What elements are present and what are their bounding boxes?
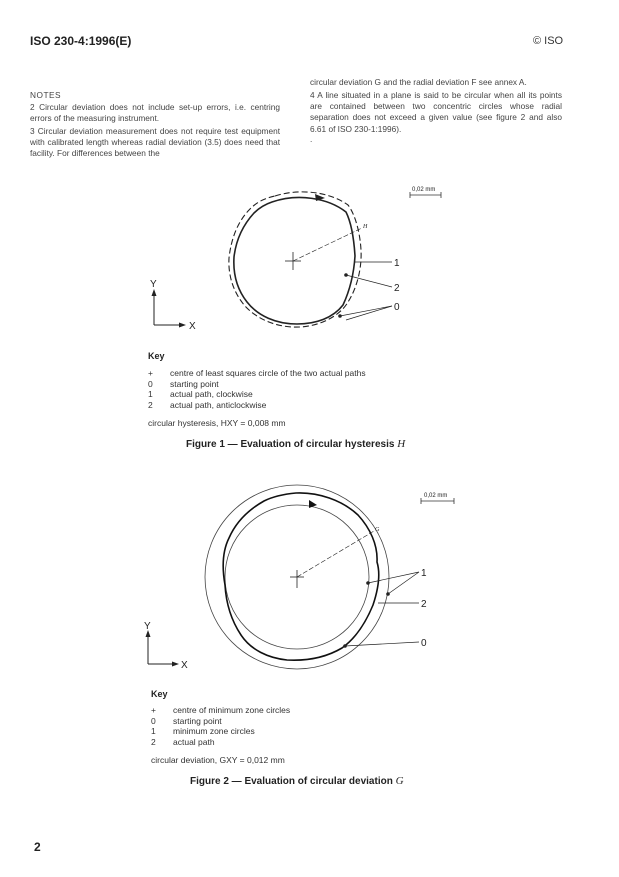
notes-heading: NOTES bbox=[30, 90, 62, 100]
page-number: 2 bbox=[34, 840, 41, 854]
fig2-g-dimension bbox=[297, 531, 374, 577]
note-2: 2 Circular deviation does not include set-up errors, i.e. centring errors of the measuring instrument. bbox=[30, 102, 280, 124]
fig1-callout-0: 0 bbox=[394, 302, 400, 313]
fig1-key-sym: + bbox=[148, 368, 153, 378]
fig1-key-sym: 0 bbox=[148, 378, 153, 389]
fig1-caption-text: Figure 1 — Evaluation of circular hysteresis bbox=[186, 439, 395, 450]
fig1-key-sym: 2 bbox=[148, 399, 153, 410]
fig2-caption bbox=[190, 775, 404, 787]
fig2-leader-0 bbox=[345, 642, 419, 646]
fig2-scale-label: 0,02 mm bbox=[424, 493, 448, 499]
fig1-key-text: starting point bbox=[170, 378, 219, 389]
fig2-callout-1: 1 bbox=[421, 568, 427, 579]
fig2-key-row bbox=[151, 705, 290, 716]
fig2-key-sym: + bbox=[151, 705, 156, 715]
fig1-caption-symbol: H bbox=[397, 438, 406, 450]
fig2-caption-symbol: G bbox=[395, 775, 404, 787]
fig2-axis-y-label: Y bbox=[144, 621, 151, 632]
fig2-key-row bbox=[151, 726, 290, 737]
fig2-label-g: G bbox=[375, 527, 380, 533]
fig2-key-text: actual path bbox=[173, 736, 215, 747]
fig2-key-row bbox=[151, 737, 290, 748]
fig1-axis-x-label: X bbox=[189, 321, 196, 332]
fig1-callout-1: 1 bbox=[394, 258, 400, 269]
fig1-callout-2: 2 bbox=[394, 283, 400, 294]
note-4: 4 A line situated in a plane is said to be circular when all its points are contained between two concentric circles whose radial separation does not exceed a given value (see figure 2 and also 6.61 of ISO 230-1:1996). bbox=[310, 90, 562, 134]
fig1-scale-label: 0,02 mm bbox=[412, 187, 436, 193]
fig1-key-text: actual path, anticlockwise bbox=[170, 399, 267, 410]
fig2-key-text: centre of minimum zone circles bbox=[173, 705, 291, 715]
standard-id: ISO 230-4:1996(E) bbox=[30, 34, 132, 48]
annex-reference: circular deviation G and the radial deviation F see annex A. bbox=[310, 77, 527, 87]
fig2-callout-0: 0 bbox=[421, 638, 427, 649]
fig1-label-h: H bbox=[363, 224, 368, 230]
fig1-axis-y-label: Y bbox=[150, 279, 157, 290]
fig2-callout-2: 2 bbox=[421, 599, 427, 610]
fig2-key-list bbox=[151, 705, 290, 747]
fig1-key-text: centre of least squares circle of the two actual paths bbox=[170, 368, 366, 378]
fig2-actual-path bbox=[223, 493, 379, 660]
fig1-key-sym: 1 bbox=[148, 389, 153, 399]
fig2-caption-text: Figure 2 — Evaluation of circular deviation bbox=[190, 776, 393, 787]
fig2-key-text: starting point bbox=[173, 715, 222, 726]
fig2-key-title: Key bbox=[151, 689, 168, 699]
fig2-axis-x-label: X bbox=[181, 660, 188, 671]
fig2-key-sym: 1 bbox=[151, 726, 156, 736]
note-3: 3 Circular deviation measurement does not require test equipment with calibrated length whereas radial deviation (3.5) does need that facility. For differences between the bbox=[30, 126, 280, 159]
fig2-key-text: minimum zone circles bbox=[173, 726, 255, 736]
fig2-key-row bbox=[151, 716, 290, 727]
fig2-measurement: circular deviation, GXY = 0,012 mm bbox=[151, 755, 285, 765]
fig1-measurement: circular hysteresis, HXY = 0,008 mm bbox=[148, 418, 286, 428]
fig2-x-arrow bbox=[172, 662, 179, 667]
fig2-key-sym: 0 bbox=[151, 715, 156, 726]
fig1-key-title: Key bbox=[148, 351, 165, 361]
fig2-key-sym: 2 bbox=[151, 736, 156, 747]
copyright-mark: © ISO bbox=[533, 35, 564, 47]
stray-dot: . bbox=[310, 134, 313, 144]
fig1-key-text: actual path, clockwise bbox=[170, 389, 253, 399]
